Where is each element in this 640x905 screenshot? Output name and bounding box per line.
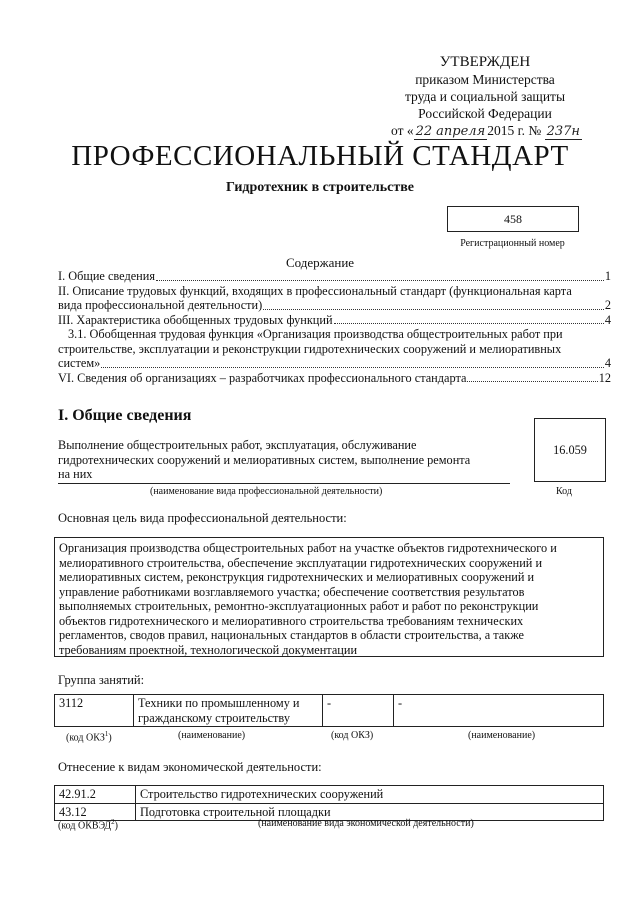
okved-code-caption: (код ОКВЭД$^2$) xyxy=(58,818,118,832)
approval-line-3: Российской Федерации xyxy=(418,106,552,121)
okved-name: Подготовка строительной площадки xyxy=(136,803,604,821)
date-suffix: 2015 г. № xyxy=(487,123,542,138)
okved-code: 42.91.2 xyxy=(55,786,136,804)
activity-caption: (наименование вида профессиональной деятельности) xyxy=(150,486,383,497)
approval-title: УТВЕРЖДЕН xyxy=(439,54,531,70)
occupation-name: Техники по промышленному и гражданскому строительству xyxy=(134,695,323,727)
goal-line: управление работниками возглавляемого участка; обеспечение соответствия результатов xyxy=(59,584,525,599)
toc-item[interactable]: систем» 4 xyxy=(58,356,611,370)
toc-page: 12 xyxy=(598,370,611,385)
occupation-name-2: - xyxy=(394,695,604,727)
table-row xyxy=(55,695,604,727)
occupation-name-caption: (наименование) xyxy=(178,730,246,741)
activity-code-box: 16.059 xyxy=(534,418,606,482)
date-day-handwritten: 22 xyxy=(415,124,433,139)
toc-item-line[interactable]: строительстве, эксплуатации и реконструкции гидротехнических сооружений и мелиоративных xyxy=(58,341,562,356)
document-subtitle: Гидротехник в строительстве xyxy=(225,180,415,195)
order-number-handwritten: 237н xyxy=(546,124,580,139)
toc-item-line[interactable]: 3.1. Обобщенная трудовая функция «Организация производства общестроительных работ при xyxy=(68,327,563,341)
document-title: ПРОФЕССИОНАЛЬНЫЙ СТАНДАРТ xyxy=(71,140,569,172)
registration-number-box: 458 xyxy=(447,206,579,232)
goal-line: объектов гидротехнического и мелиоративного строительства требованиям технических xyxy=(59,613,524,628)
okved-name-caption: (наименование вида экономической деятельности) xyxy=(258,818,474,829)
toc-page: 4 xyxy=(604,356,611,370)
okved-name: Строительство гидротехнических сооружений xyxy=(136,786,604,804)
occupation-name-2-caption: (наименование) xyxy=(468,730,536,741)
occupation-table xyxy=(54,694,604,727)
toc-page: 2 xyxy=(604,298,611,312)
toc-item[interactable]: вида профессиональной деятельности) 2 xyxy=(58,298,611,312)
goal-line: мелиоративных систем, реконструкция гидротехнических и мелиоративных сооружений и xyxy=(59,570,535,584)
goal-line: регламентов, сводов правил, национальных стандартов в области строительства, а также xyxy=(59,628,524,642)
date-month-handwritten: апреля xyxy=(436,124,486,139)
goal-box xyxy=(54,537,604,657)
approval-date-line xyxy=(380,122,590,140)
occupation-code-2: - xyxy=(323,695,394,727)
goal-label: Основная цель вида профессиональной деятельности: xyxy=(58,511,347,525)
approval-block xyxy=(380,54,590,140)
contents-title: Содержание xyxy=(285,255,355,270)
economic-activity-table xyxy=(54,785,604,821)
toc-item-line[interactable]: II. Описание трудовых функций, входящих в профессиональный стандарт (функциональная карта xyxy=(58,283,572,298)
toc-item[interactable]: VI. Сведения об организациях – разработчиках профессионального стандарта 12 xyxy=(58,370,611,385)
goal-line: мелиоративного строительства, обеспечение эксплуатации гидротехнических сооружений и xyxy=(59,555,543,570)
occupation-group-label: Группа занятий: xyxy=(58,673,145,687)
goal-line: выполняемых строительных, ремонтно-эксплуатационных работ и работ по реконструкции xyxy=(59,599,539,613)
table-row xyxy=(55,786,604,804)
okved-code: 43.12 xyxy=(55,803,136,821)
activity-name: Выполнение общестроительных работ, эксплуатация, обслуживание гидротехнических сооружений и мелиоративных систем, выполнение ремонта на них xyxy=(58,438,510,484)
approval-line-2: труда и социальной защиты xyxy=(404,89,566,104)
goal-line: Организация производства общестроительных работ на участке объектов гидротехнического и xyxy=(59,541,557,555)
occupation-code-caption: (код ОКЗ$^1$) xyxy=(66,730,112,744)
date-prefix: от « xyxy=(391,123,414,138)
economic-activity-label: Отнесение к видам экономической деятельности: xyxy=(58,760,322,774)
code-caption: Код xyxy=(556,486,572,497)
occupation-code-2-caption: (код ОКЗ) xyxy=(331,730,374,741)
toc-item[interactable]: I. Общие сведения 1 xyxy=(58,269,611,283)
toc-page: 1 xyxy=(604,269,611,283)
section-heading: I. Общие сведения xyxy=(58,407,192,424)
approval-line-1: приказом Министерства xyxy=(415,72,555,87)
table-of-contents xyxy=(58,269,611,385)
registration-number-label: Регистрационный номер xyxy=(460,238,565,249)
occupation-code: 3112 xyxy=(55,695,134,727)
toc-page: 4 xyxy=(604,312,611,327)
goal-line: требованиям проектной, технологической документации xyxy=(59,642,358,657)
toc-item[interactable]: III. Характеристика обобщенных трудовых функций 4 xyxy=(58,312,611,327)
